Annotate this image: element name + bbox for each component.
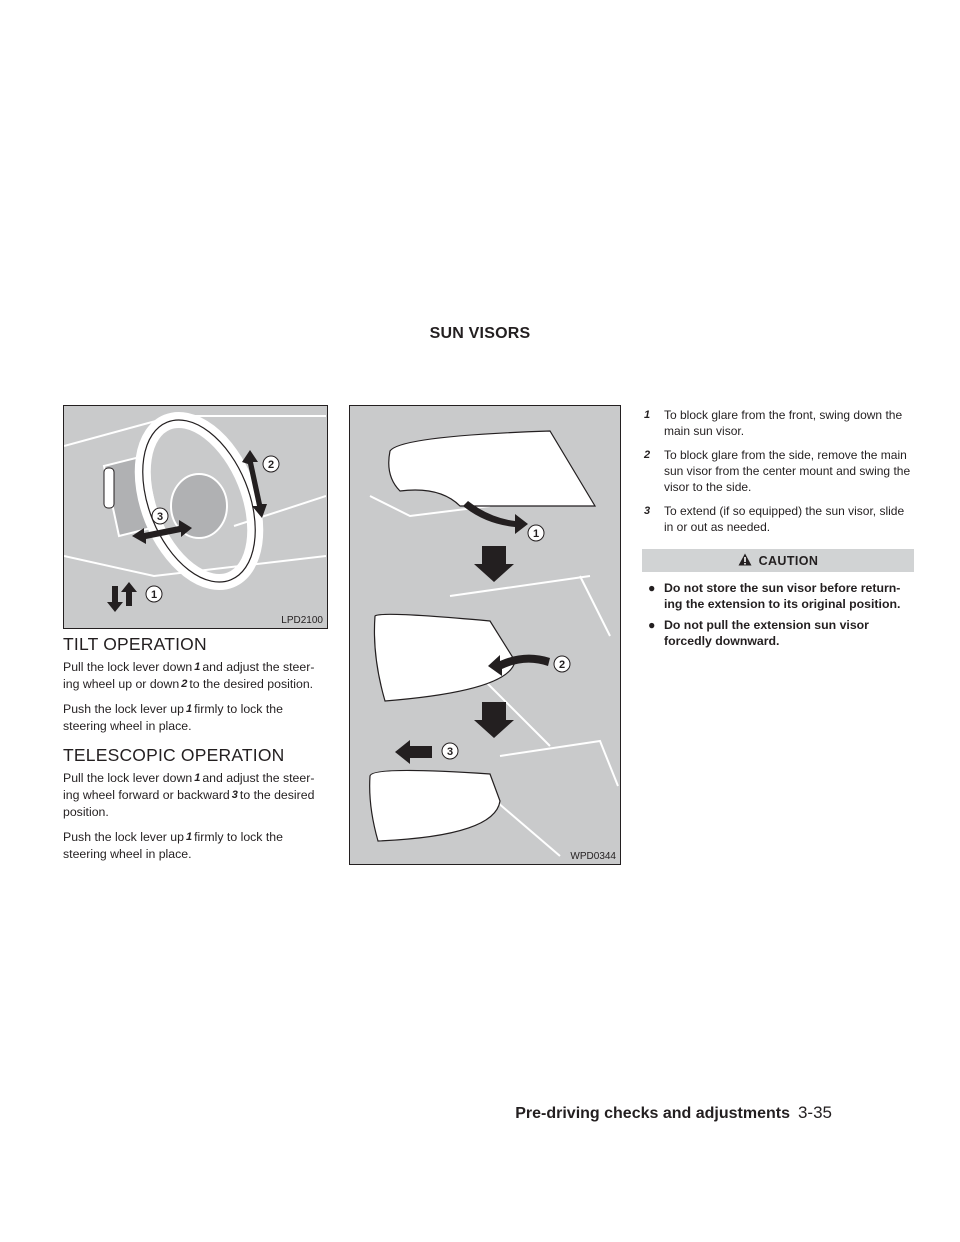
telescopic-paragraph-1: Pull the lock lever down 1 and adjust the steer-ing wheel forward or backward 3 to the desired position. bbox=[63, 771, 315, 819]
step-number: 3 bbox=[644, 505, 651, 517]
callout-1: 1 bbox=[150, 589, 158, 601]
sun-visor-figure bbox=[349, 405, 621, 865]
tilt-paragraph-1: Pull the lock lever down 1 and adjust the steer-ing wheel up or down 2 to the desired position. bbox=[63, 660, 315, 691]
step-number: 1 bbox=[644, 409, 651, 421]
callout-3: 3 bbox=[156, 511, 164, 523]
callout-2: 2 bbox=[558, 659, 566, 671]
caution-item: ● Do not store the sun visor before return-ing the extension to its original position. bbox=[648, 581, 901, 611]
caution-item: ● Do not pull the extension sun visor forcedly downward. bbox=[648, 618, 869, 648]
callout-3: 3 bbox=[446, 746, 454, 758]
page-footer bbox=[515, 1103, 832, 1123]
footer-section: Pre-driving checks and adjustments bbox=[515, 1105, 790, 1122]
step-number: 1 bbox=[194, 772, 201, 784]
step-number: 1 bbox=[186, 703, 193, 715]
figure-code: WPD0344 bbox=[570, 851, 616, 862]
caution-box bbox=[642, 549, 914, 572]
visor-step: 2 To block glare from the side, remove the main sun visor from the center mount and swing the visor to the side. bbox=[644, 448, 911, 494]
steering-wheel-figure bbox=[63, 405, 328, 629]
step-number: 2 bbox=[644, 449, 651, 461]
telescopic-heading: TELESCOPIC OPERATION bbox=[63, 745, 285, 765]
telescopic-paragraph-2: Push the lock lever up 1 firmly to lock the steering wheel in place. bbox=[63, 830, 283, 861]
visor-step: 3 To extend (if so equipped) the sun visor, slide in or out as needed. bbox=[644, 504, 905, 534]
steering-wheel-illustration bbox=[64, 406, 326, 627]
caution-title: CAUTION bbox=[758, 554, 819, 568]
visor-step: 1 To block glare from the front, swing down the main sun visor. bbox=[644, 408, 903, 438]
tilt-heading: TILT OPERATION bbox=[63, 634, 207, 654]
step-number: 3 bbox=[231, 789, 238, 801]
tilt-paragraph-2: Push the lock lever up 1 firmly to lock the steering wheel in place. bbox=[63, 702, 283, 733]
caution-list bbox=[642, 580, 914, 649]
bullet-icon: ● bbox=[648, 618, 656, 632]
step-number: 1 bbox=[186, 831, 193, 843]
step-number: 2 bbox=[181, 678, 188, 690]
figure-code: LPD2100 bbox=[281, 615, 323, 626]
left-column bbox=[63, 636, 328, 871]
warning-icon bbox=[738, 553, 752, 566]
bullet-icon: ● bbox=[648, 581, 656, 595]
callout-1: 1 bbox=[532, 528, 540, 540]
section-title: SUN VISORS bbox=[429, 325, 531, 342]
step-number: 1 bbox=[194, 661, 201, 673]
right-column bbox=[642, 407, 914, 654]
sun-visor-illustration bbox=[350, 406, 619, 863]
callout-2: 2 bbox=[267, 459, 275, 471]
page-number: 3-35 bbox=[797, 1103, 832, 1122]
